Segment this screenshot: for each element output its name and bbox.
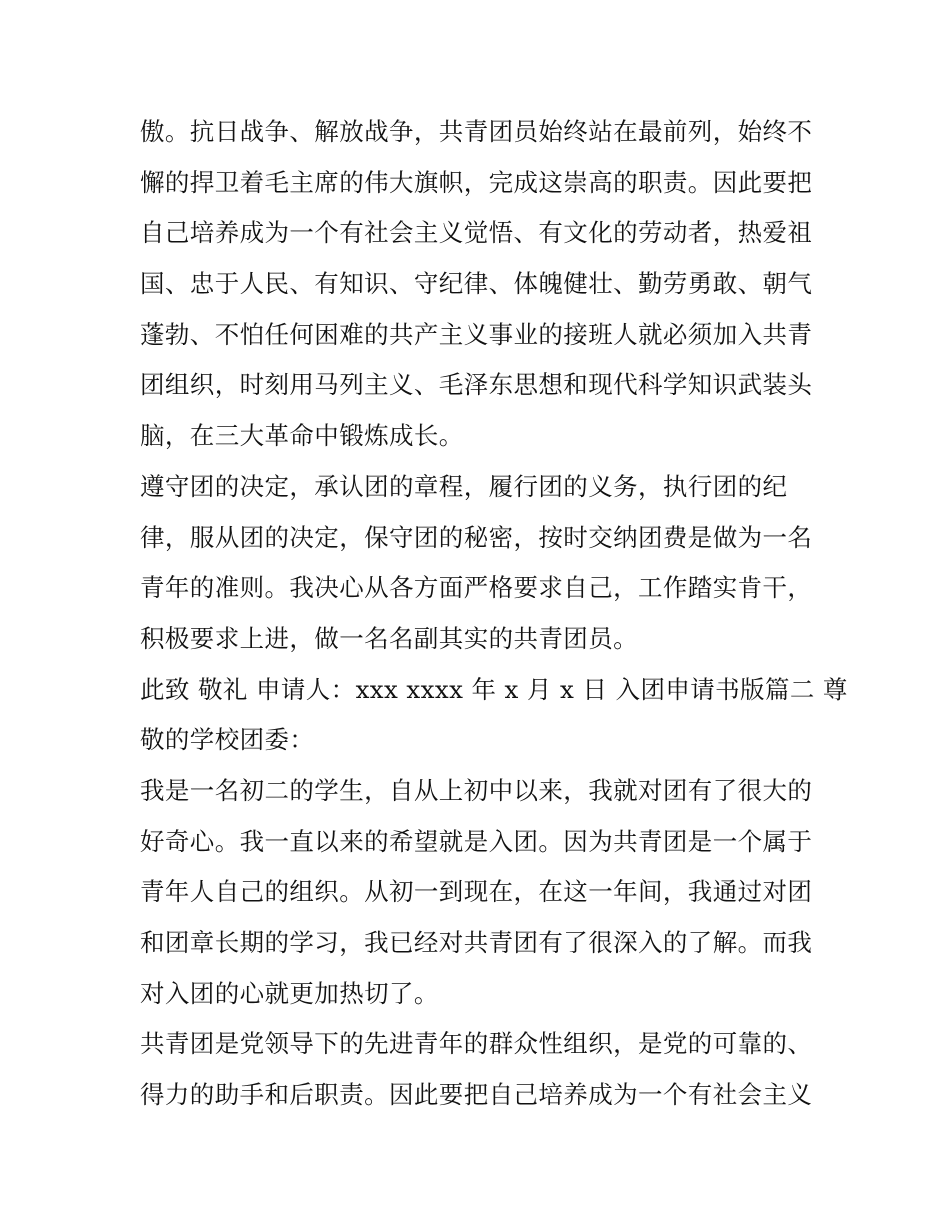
text-line: 懈的捍卫着毛主席的伟大旗帜，完成这崇高的职责。因此要把 (140, 167, 813, 197)
text-line: 此致 敬礼 申请人：xxx xxxx 年 x 月 x 日 入团申请书版篇二 尊 (140, 674, 848, 704)
text-line: 和团章长期的学习，我已经对共青团有了很深入的了解。而我 (140, 928, 813, 957)
text-line: 脑，在三大革命中锻炼成长。 (140, 421, 464, 451)
text-line: 得力的助手和后职责。因此要把自己培养成为一个有社会主义 (140, 1080, 813, 1110)
text-line: 对入团的心就更加热切了。 (140, 978, 439, 1008)
text-line: 好奇心。我一直以来的希望就是入团。因为共青团是一个属于 (140, 826, 813, 856)
text-line: 青年人自己的组织。从初一到现在，在这一年间，我通过对团 (140, 877, 813, 907)
text-line: 蓬勃、不怕任何困难的共产主义事业的接班人就必须加入共青 (140, 319, 813, 349)
text-line: 自己培养成为一个有社会主义觉悟、有文化的劳动者，热爱祖 (140, 218, 813, 248)
text-line: 积极要求上进，做一名名副其实的共青团员。 (140, 623, 638, 653)
text-line: 共青团是党领导下的先进青年的群众性组织，是党的可靠的、 (140, 1029, 813, 1059)
text-line: 青年的准则。我决心从各方面严格要求自己，工作踏实肯干， (140, 573, 813, 603)
text-line: 我是一名初二的学生，自从上初中以来，我就对团有了很大的 (140, 775, 813, 805)
text-line: 敬的学校团委： (140, 725, 315, 755)
text-line: 律，服从团的决定，保守团的秘密，按时交纳团费是做为一名 (140, 522, 813, 552)
document-body (140, 107, 848, 1121)
text-line: 国、忠于人民、有知识、守纪律、体魄健壮、勤劳勇敢、朝气 (140, 269, 813, 299)
text-line: 遵守团的决定，承认团的章程，履行团的义务，执行团的纪 (140, 471, 788, 501)
text-line: 团组织，时刻用马列主义、毛泽东思想和现代科学知识武装头 (140, 370, 813, 400)
text-line: 傲。抗日战争、解放战争，共青团员始终站在最前列，始终不 (140, 117, 813, 146)
